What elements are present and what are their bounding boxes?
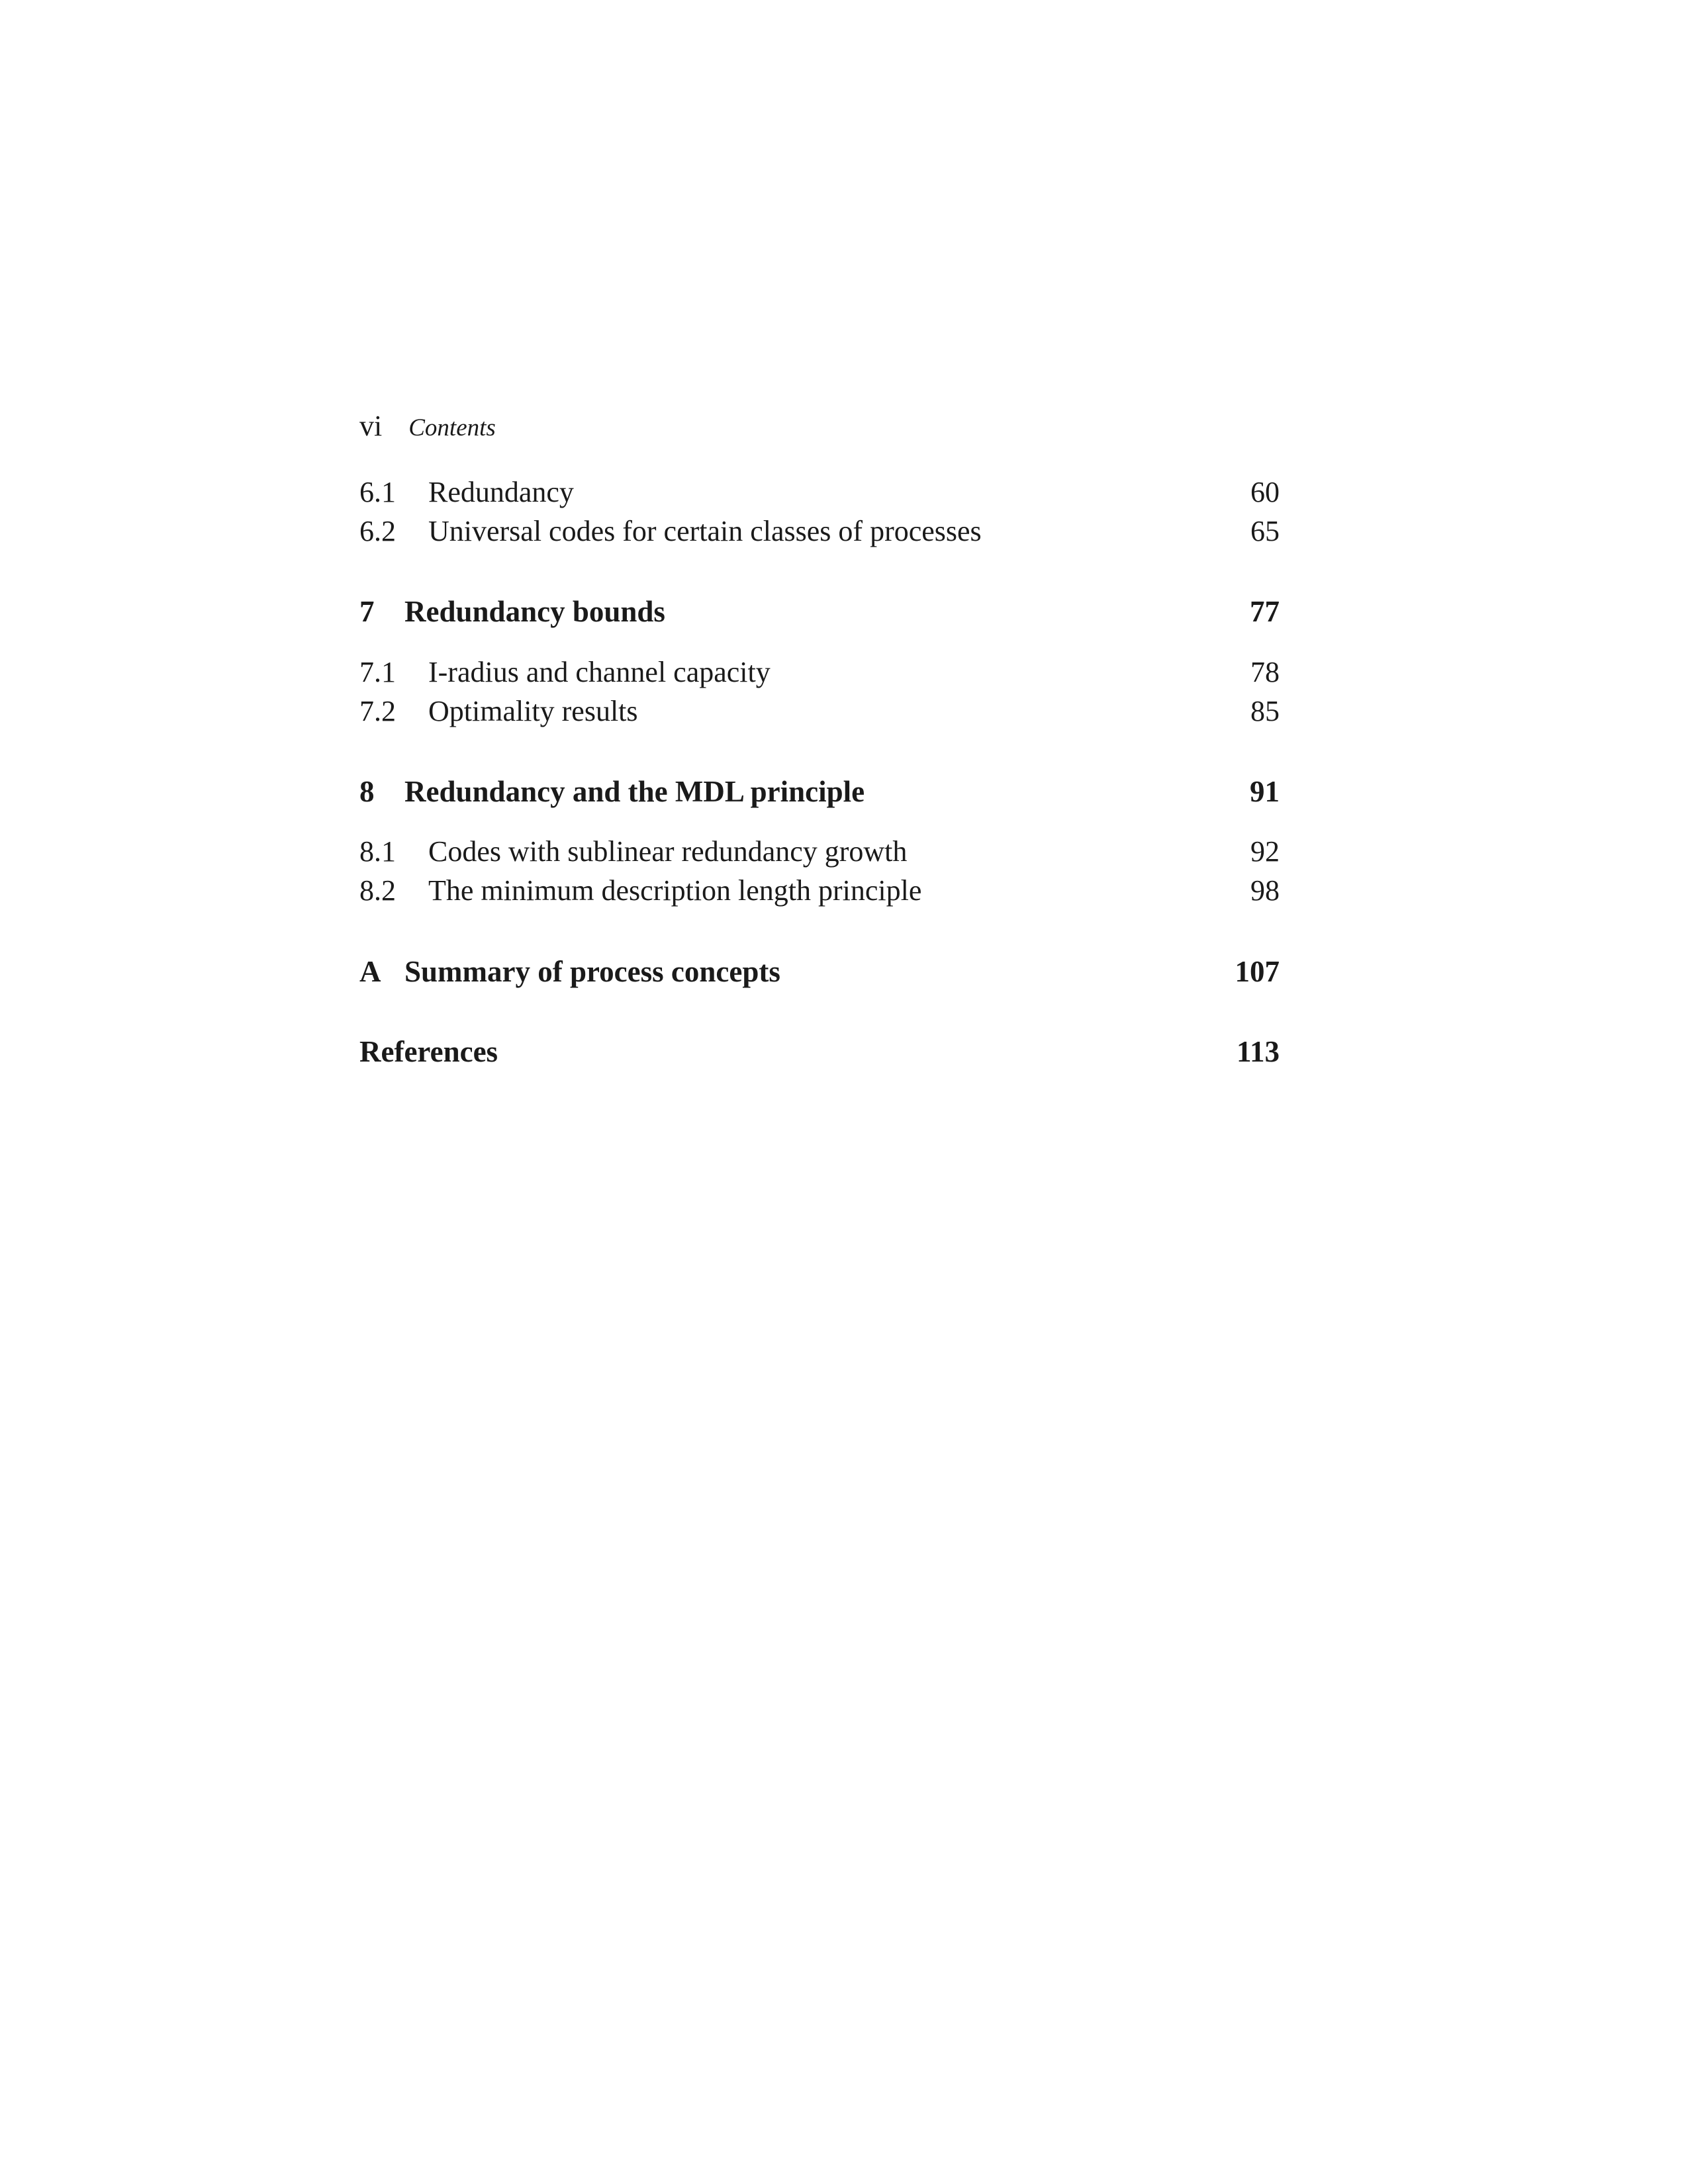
toc-entry-7-2 — [359, 694, 1280, 728]
toc-section-title: Universal codes for certain classes of processes — [428, 515, 982, 547]
toc-section-number: 8.2 — [359, 874, 396, 907]
toc-section-number: 6.2 — [359, 515, 396, 547]
toc-chapter-8 — [359, 774, 1280, 809]
toc-entry-8-1 — [359, 835, 1280, 868]
running-head — [359, 409, 496, 449]
toc-chapter-number: 7 — [359, 595, 375, 628]
toc-appendix-a — [359, 954, 1280, 989]
toc-page-number: 98 — [1250, 874, 1280, 907]
toc-entry-8-2 — [359, 874, 1280, 907]
toc-references — [359, 1034, 1280, 1069]
toc-page-number: 107 — [1235, 955, 1280, 988]
toc-section-number: 8.1 — [359, 835, 396, 868]
toc-page-number: 78 — [1250, 656, 1280, 688]
running-head-title: Contents — [408, 414, 496, 441]
toc-page-number: 85 — [1250, 695, 1280, 727]
toc-section-title: Optimality results — [428, 695, 638, 727]
toc-section-number: 7.2 — [359, 695, 396, 727]
page-folio: vi — [359, 410, 383, 442]
toc-section-number: 6.1 — [359, 476, 396, 508]
toc-page-number: 113 — [1236, 1035, 1280, 1068]
toc-chapter-7 — [359, 594, 1280, 629]
toc-section-title: Redundancy — [428, 476, 574, 508]
toc-page-number: 65 — [1250, 515, 1280, 547]
toc-entry-7-1 — [359, 655, 1280, 689]
toc-section-title: The minimum description length principle — [428, 874, 922, 907]
toc-chapter-title: Redundancy bounds — [404, 595, 665, 628]
toc-entry-6-2 — [359, 514, 1280, 548]
toc-page-number: 91 — [1250, 775, 1280, 808]
toc-page-number: 60 — [1250, 476, 1280, 508]
toc-chapter-title: Redundancy and the MDL principle — [404, 775, 865, 808]
toc-section-title: I-radius and channel capacity — [428, 656, 771, 688]
toc-appendix-letter: A — [359, 955, 381, 988]
toc-page-number: 92 — [1250, 835, 1280, 868]
toc-chapter-number: 8 — [359, 775, 375, 808]
toc-references-title: References — [359, 1035, 498, 1068]
toc-section-number: 7.1 — [359, 656, 396, 688]
toc-entry-6-1 — [359, 475, 1280, 509]
toc-appendix-title: Summary of process concepts — [404, 955, 780, 988]
toc-section-title: Codes with sublinear redundancy growth — [428, 835, 908, 868]
toc-page-number: 77 — [1250, 595, 1280, 628]
